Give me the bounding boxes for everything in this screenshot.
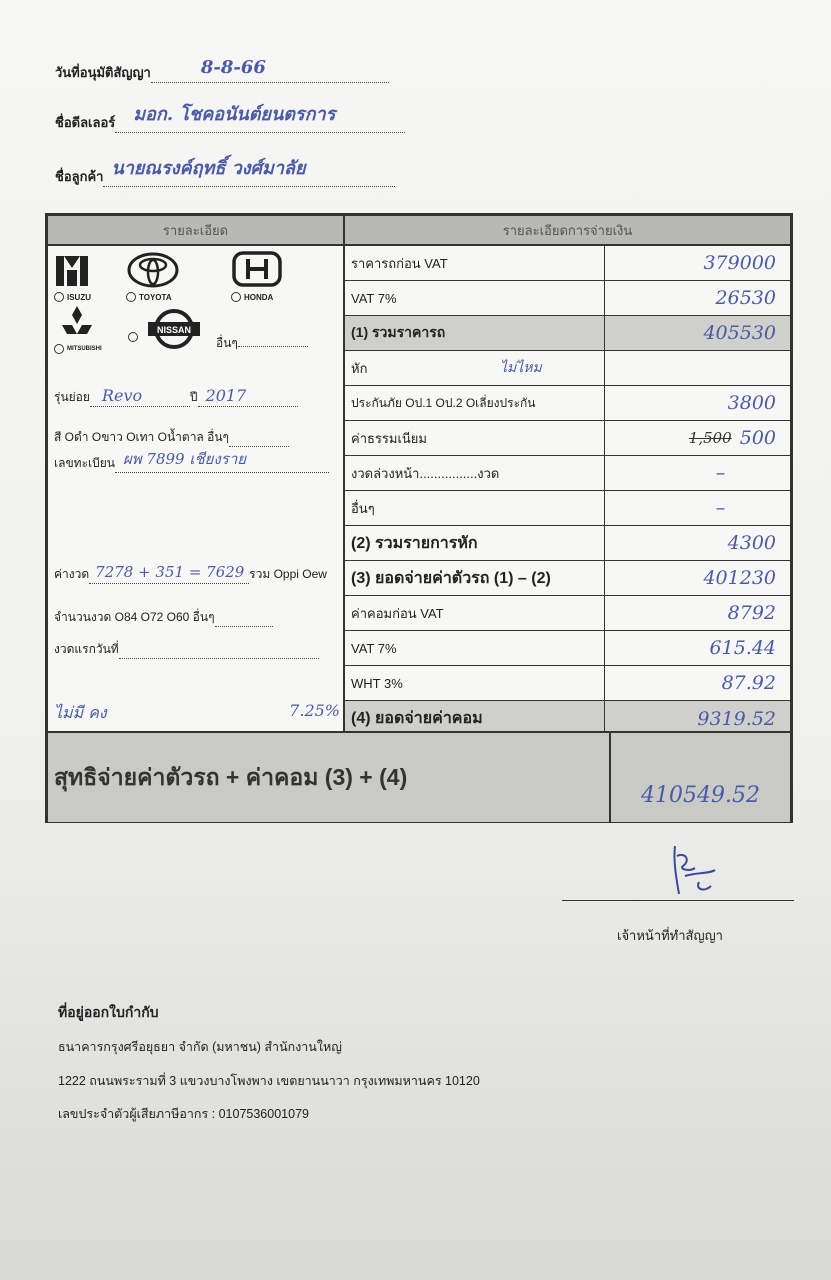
first-due-label: งวดแรกวันที่ xyxy=(54,642,119,656)
row-label: VAT 7% xyxy=(345,631,605,665)
isuzu-logo-icon xyxy=(54,254,90,288)
row-value[interactable]: 4300 xyxy=(727,532,776,554)
footer-line3: เลขประจำตัวผู้เสียภาษีอากร : 0107536001079 xyxy=(58,1107,309,1121)
row-total-car-price xyxy=(345,316,790,351)
installment-count-row xyxy=(54,608,273,627)
brand-honda-label: HONDA xyxy=(244,292,274,302)
vehicle-details-column xyxy=(48,216,345,731)
payment-details-column xyxy=(345,216,790,731)
row-label-cell xyxy=(345,351,605,385)
color-row xyxy=(54,428,289,447)
dealer-field[interactable] xyxy=(115,104,405,133)
row-insurance xyxy=(345,386,790,421)
customer-field[interactable] xyxy=(103,158,395,187)
dealer-row xyxy=(55,104,405,133)
signature-caption: เจ้าหน้าที่ทำสัญญา xyxy=(617,928,723,943)
brand-isuzu[interactable] xyxy=(54,254,91,302)
brand-radio[interactable] xyxy=(231,292,241,302)
brand-radio[interactable] xyxy=(54,344,64,354)
installment-value: 7278 + 351 = 7629 xyxy=(95,563,245,581)
first-due-field[interactable] xyxy=(119,658,319,659)
installment-suffix: รวม Oppi Oew xyxy=(249,567,327,581)
brand-toyota-label: TOYOTA xyxy=(139,292,172,302)
row-value[interactable]: 500 xyxy=(739,427,776,449)
other-brand-field[interactable] xyxy=(238,346,308,347)
plate-row xyxy=(54,450,329,473)
model-row xyxy=(54,388,298,407)
row-value[interactable]: 8792 xyxy=(727,602,776,624)
row-label: ค่าคอมก่อน VAT xyxy=(345,596,605,630)
nissan-logo-icon xyxy=(142,308,202,350)
brand-radio[interactable] xyxy=(126,292,136,302)
model-field[interactable] xyxy=(90,388,190,407)
net-total-value[interactable]: 410549.52 xyxy=(641,783,760,808)
approval-date-field[interactable] xyxy=(151,57,389,83)
net-total-label: สุทธิจ่ายค่าตัวรถ + ค่าคอม (3) + (4) xyxy=(48,733,611,822)
row-label[interactable]: ประกันภัย Oป.1 Oป.2 Oเลี่ยงประกัน xyxy=(345,386,605,420)
row-value[interactable]: 9319.52 xyxy=(697,707,776,730)
model-label: รุ่นย่อย xyxy=(54,390,90,404)
row-commission-vat xyxy=(345,631,790,666)
footer-line1: ธนาคารกรุงศรีอยุธยา จำกัด (มหาชน) สำนักงานใหญ่ xyxy=(58,1040,342,1054)
row-value[interactable]: – xyxy=(715,497,726,519)
row-label: VAT 7% xyxy=(345,281,605,315)
row-value[interactable]: 615.44 xyxy=(709,637,776,659)
row-value[interactable]: 379000 xyxy=(703,252,776,274)
year-value: 2017 xyxy=(205,386,247,405)
row-car-payment xyxy=(345,561,790,596)
row-label: (3) ยอดจ่ายค่าตัวรถ (1) – (2) xyxy=(345,561,605,595)
plate-field[interactable] xyxy=(115,450,329,473)
row-label: (1) รวมราคารถ xyxy=(345,316,605,350)
dealer-value: มอก. โชคอนันต์ยนตรการ xyxy=(133,104,336,125)
customer-value: นายณรงค์ฤทธิ์ วงศ์มาลัย xyxy=(111,158,306,179)
installment-count-field[interactable] xyxy=(215,626,273,627)
row-value[interactable]: – xyxy=(715,462,726,484)
row-label: หัก xyxy=(351,360,368,376)
brand-mitsubishi[interactable] xyxy=(54,304,102,354)
plate-label: เลขทะเบียน xyxy=(54,456,115,470)
row-value[interactable]: 3800 xyxy=(727,392,776,414)
row-wht xyxy=(345,666,790,701)
row-advance xyxy=(345,456,790,491)
approval-date-label: วันที่อนุมัติสัญญา xyxy=(55,65,151,80)
row-deduct xyxy=(345,351,790,386)
brand-radio[interactable] xyxy=(128,332,138,342)
deduct-note: ไม่ไหม xyxy=(500,360,542,376)
payment-details-heading: รายละเอียดการจ่ายเงิน xyxy=(345,216,790,246)
other-brand[interactable] xyxy=(216,334,308,353)
approval-date-value: 8-8-66 xyxy=(200,57,266,78)
row-total-deduct xyxy=(345,526,790,561)
fee-struck-value: 1,500 xyxy=(688,429,732,447)
toyota-logo-icon xyxy=(126,252,180,288)
first-due-row xyxy=(54,640,319,659)
installment-field[interactable] xyxy=(89,561,249,584)
year-field[interactable] xyxy=(198,388,298,407)
brand-mitsubishi-label: MITSUBISHI xyxy=(67,346,102,352)
honda-logo-icon xyxy=(231,250,283,288)
row-commission xyxy=(345,596,790,631)
footer-title: ที่อยู่ออกใบกำกับ xyxy=(58,1004,159,1020)
row-label: ค่าธรรมเนียม xyxy=(345,421,605,455)
row-value[interactable]: 26530 xyxy=(715,287,776,309)
note-value: ไม่มี คง xyxy=(54,703,107,722)
brand-nissan[interactable] xyxy=(128,308,202,350)
plate-value: ผพ 7899 เชียงราย xyxy=(122,450,247,468)
signature-line[interactable] xyxy=(562,900,794,901)
payment-form xyxy=(45,213,793,823)
mitsubishi-logo-icon xyxy=(54,304,100,340)
row-label: ราคารถก่อน VAT xyxy=(345,246,605,280)
model-value: Revo xyxy=(101,386,143,405)
row-label: (2) รวมรายการหัก xyxy=(345,526,605,560)
row-label: (4) ยอดจ่ายค่าคอม xyxy=(345,701,605,736)
customer-row xyxy=(55,158,395,187)
row-label: งวดล่วงหน้า................งวด xyxy=(345,456,605,490)
dealer-label: ชื่อดีลเลอร์ xyxy=(55,115,116,130)
row-other xyxy=(345,491,790,526)
rate-value: 7.25% xyxy=(289,701,340,720)
row-value[interactable]: 87.92 xyxy=(721,672,776,694)
row-vat xyxy=(345,281,790,316)
brand-nissan-label: NISSAN xyxy=(156,325,192,335)
note-row xyxy=(54,701,340,725)
row-value[interactable]: 405530 xyxy=(703,322,776,344)
row-fee xyxy=(345,421,790,456)
installment-row xyxy=(54,561,327,584)
year-label: ปี xyxy=(189,390,198,404)
vehicle-details-heading: รายละเอียด xyxy=(48,216,343,246)
row-value[interactable]: 401230 xyxy=(703,567,776,589)
color-label: สี Oดำ Oขาว Oเทา Oน้ำตาล อื่นๆ xyxy=(54,430,229,444)
row-label: อื่นๆ xyxy=(345,491,605,525)
customer-label: ชื่อลูกค้า xyxy=(55,169,104,184)
brand-radio[interactable] xyxy=(54,292,64,302)
row-label: WHT 3% xyxy=(345,666,605,700)
net-total-row xyxy=(48,731,790,822)
other-brand-label: อื่นๆ xyxy=(216,336,238,350)
row-price-before-vat xyxy=(345,246,790,281)
installment-label: ค่างวด xyxy=(54,567,90,581)
installment-count-label[interactable]: จำนวนงวด O84 O72 O60 อื่นๆ xyxy=(54,610,215,624)
brand-toyota[interactable] xyxy=(126,252,180,302)
signature-mark-icon xyxy=(665,842,725,902)
approval-date-row xyxy=(55,57,389,83)
footer-line2: 1222 ถนนพระรามที่ 3 แขวงบางโพงพาง เขตยานนาวา กรุงเทพมหานคร 10120 xyxy=(58,1074,480,1088)
brand-isuzu-label: ISUZU xyxy=(67,292,91,302)
brand-honda[interactable] xyxy=(231,250,283,302)
